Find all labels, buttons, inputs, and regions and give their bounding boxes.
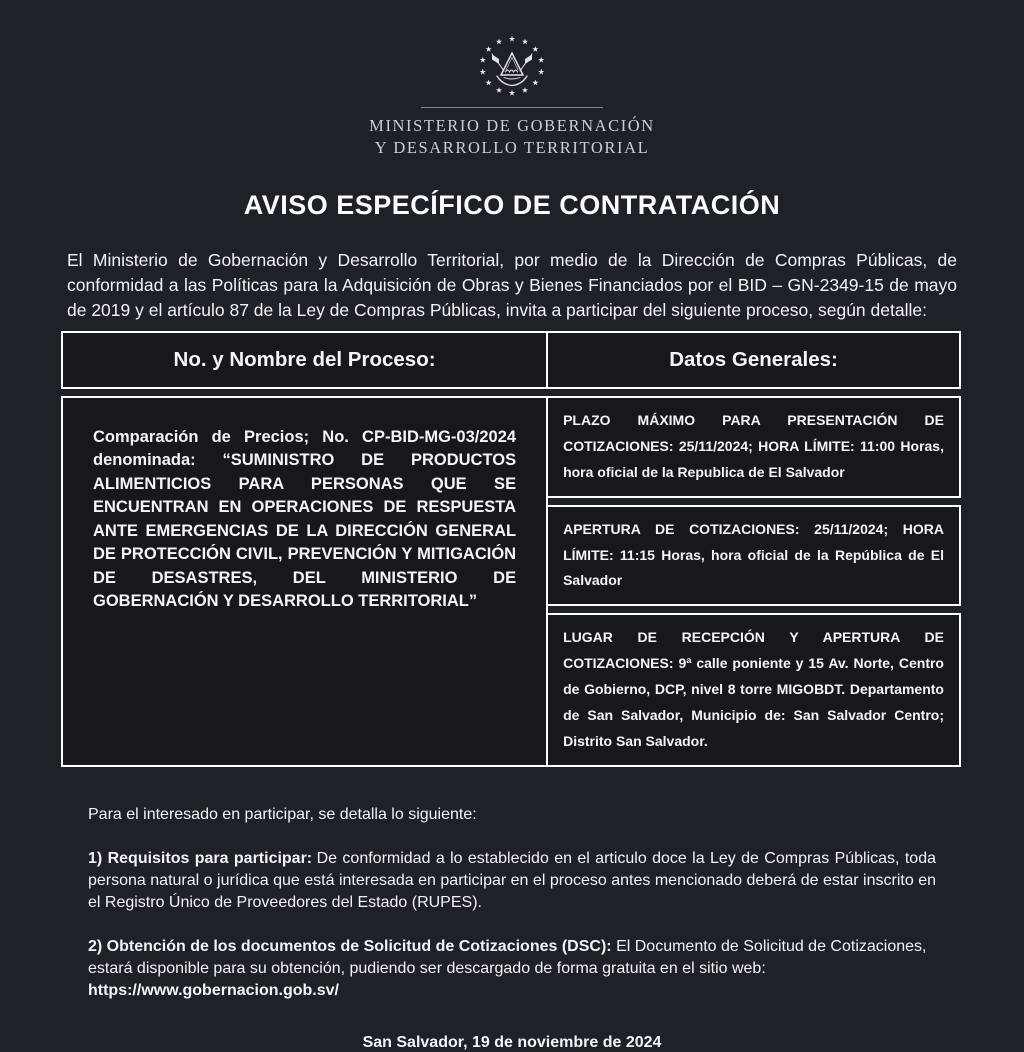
deadline-cell: PLAZO MÁXIMO PARA PRESENTACIÓN DE COTIZACIONES: 25/11/2024; HORA LÍMITE: 11:00 Horas, hora oficial de la Republica de El Salvador <box>546 396 961 498</box>
details-section <box>88 804 936 1003</box>
process-column <box>61 331 548 767</box>
process-table <box>61 331 963 767</box>
ministry-name-line1: MINISTERIO DE GOBERNACIÓN <box>369 116 655 135</box>
general-data-column <box>546 331 961 767</box>
ministry-name-line2: Y DESARROLLO TERRITORIAL <box>374 138 650 157</box>
general-data-column-header: Datos Generales: <box>546 331 961 389</box>
coat-of-arms-icon <box>492 53 532 86</box>
requirements-item-text: De conformidad a lo establecido en el articulo doce la Ley de Compras Públicas, toda persona natural o jurídica que está interesada en participar en el proceso antes mencionado deberá de estar inscrito en el Registro Único de Proveedores del Estado (RUPES). <box>88 849 936 912</box>
documents-item-text2: estará disponible para su obtención, pudiendo ser descargado de forma gratuita en el sitio web: <box>88 960 766 978</box>
star-circle-icon <box>480 36 544 96</box>
masthead <box>0 0 1024 159</box>
documents-item-label: 2) Obtención de los documentos de Solicitud de Cotizaciones (DSC): <box>88 938 612 956</box>
masthead-divider <box>421 107 603 108</box>
ministry-website-link[interactable]: https://www.gobernacion.gob.sv/ <box>88 982 339 1000</box>
el-salvador-emblem-icon <box>450 26 574 106</box>
page-title: AVISO ESPECÍFICO DE CONTRATACIÓN <box>243 190 781 220</box>
process-column-header: No. y Nombre del Proceso: <box>61 331 548 389</box>
details-intro-line: Para el interesado en participar, se detalla lo siguiente: <box>88 805 477 823</box>
date-line: San Salvador, 19 de noviembre de 2024 <box>362 1034 662 1052</box>
ministry-name <box>0 115 1024 159</box>
documents-item-text1: El Documento de Solicitud de Cotizaciones, <box>616 938 927 956</box>
opening-cell: APERTURA DE COTIZACIONES: 25/11/2024; HORA LÍMITE: 11:15 Horas, hora oficial de la República de El Salvador <box>546 505 961 607</box>
requirements-item <box>88 848 936 914</box>
intro-paragraph: El Ministerio de Gobernación y Desarrollo Territorial, por medio de la Dirección de Compras Públicas, de conformidad a las Políticas para la Adquisición de Obras y Bienes Financiados por el BID – GN-2349-15 de mayo de 2019 y el artículo 87 de la Ley de Compras Públicas, invita a participar del siguiente proceso, según detalle: <box>67 250 957 320</box>
requirements-item-label: 1) Requisitos para participar: <box>88 849 313 867</box>
location-cell: LUGAR DE RECEPCIÓN Y APERTURA DE COTIZACIONES: 9ª calle poniente y 15 Av. Norte, Centro de Gobierno, DCP, nivel 8 torre MIGOBDT. Departamento de San Salvador, Municipio de: San Salvador Centro; Distrito San Salvador. <box>546 613 961 766</box>
documents-item <box>88 936 936 1002</box>
process-name-cell: Comparación de Precios; No. CP-BID-MG-03/2024 denominada: “SUMINISTRO DE PRODUCTOS ALIMENTICIOS PARA PERSONAS QUE SE ENCUENTRAN EN OPERACIONES DE RESPUESTA ANTE EMERGENCIAS DE LA DIRECCIÓN GENERAL DE PROTECCIÓN CIVIL, PREVENCIÓN Y MITIGACIÓN DE DESASTRES, DEL MINISTERIO DE GOBERNACIÓN Y DESARROLLO TERRITORIAL” <box>61 396 548 767</box>
